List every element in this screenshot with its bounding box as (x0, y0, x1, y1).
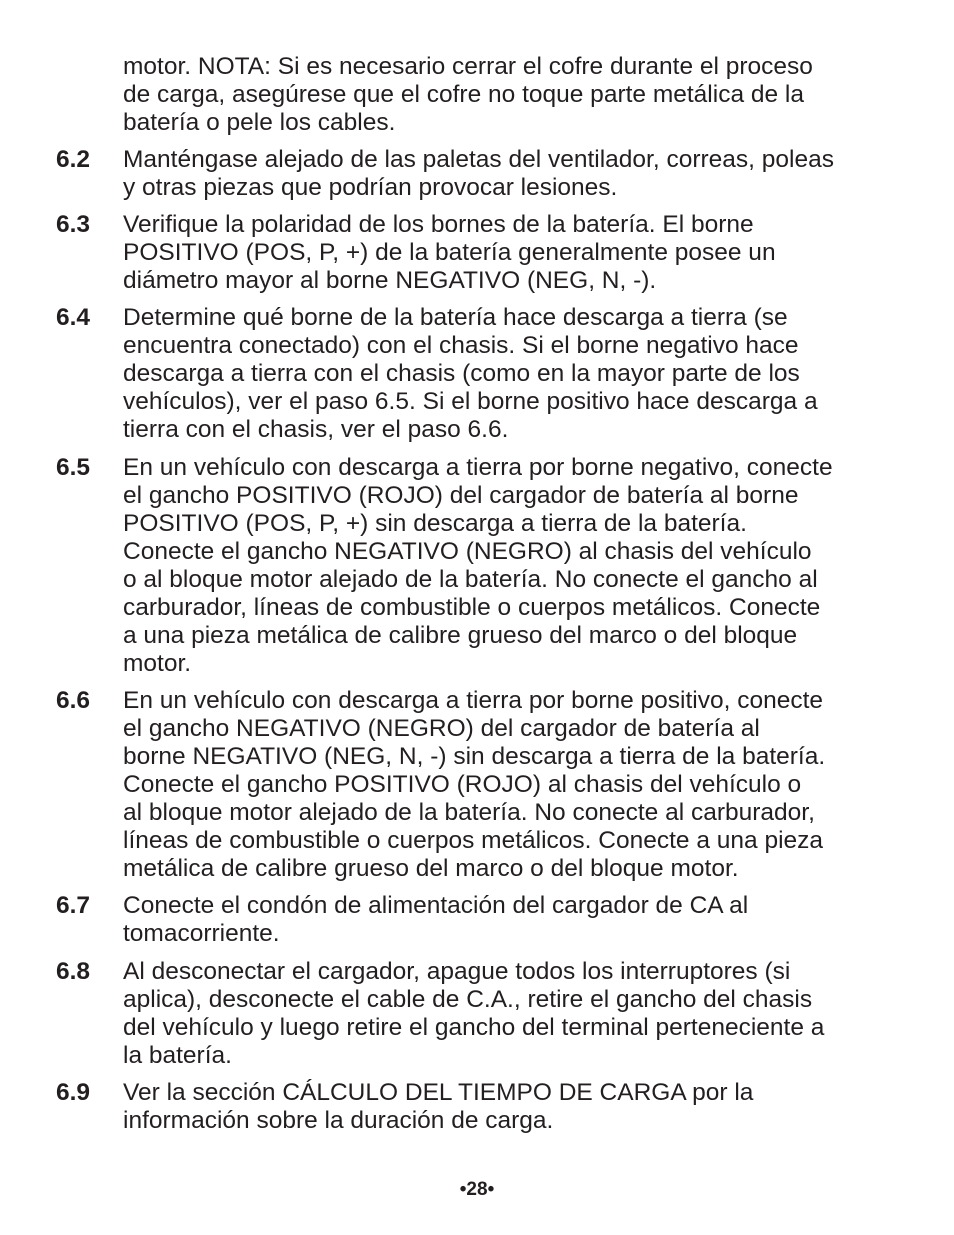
text-line: Ver la sección CÁLCULO DEL TIEMPO DE CARGA por la (123, 1079, 754, 1106)
step-number: 6.9 (56, 1079, 91, 1106)
text-line: metálica de calibre grueso del marco o del bloque motor. (123, 855, 739, 882)
text-line: descarga a tierra con el chasis (como en la mayor parte de los (123, 360, 800, 387)
step-number: 6.8 (56, 958, 91, 985)
text-line: Conecte el gancho POSITIVO (ROJO) al chasis del vehículo o (123, 771, 802, 798)
text-line: al bloque motor alejado de la batería. No conecte al carburador, (123, 799, 815, 826)
step-number: 6.3 (56, 211, 91, 238)
step-number: 6.4 (56, 304, 91, 331)
text-line: En un vehículo con descarga a tierra por borne negativo, conecte (123, 454, 833, 481)
text-line: Conecte el gancho NEGATIVO (NEGRO) al chasis del vehículo (123, 538, 812, 565)
text-line: POSITIVO (POS, P, +) de la batería generalmente posee un (123, 239, 776, 266)
text-line: encuentra conectado) con el chasis. Si el borne negativo hace (123, 332, 799, 359)
text-line: tierra con el chasis, ver el paso 6.6. (123, 416, 509, 443)
text-line: el gancho NEGATIVO (NEGRO) del cargador de batería al (123, 715, 760, 742)
text-line: el gancho POSITIVO (ROJO) del cargador de batería al borne (123, 482, 799, 509)
text-line: POSITIVO (POS, P, +) sin descarga a tierra de la batería. (123, 510, 747, 537)
text-line: vehículos), ver el paso 6.5. Si el borne positivo hace descarga a (123, 388, 818, 415)
step-number: 6.2 (56, 146, 91, 173)
step-number: 6.7 (56, 892, 91, 919)
text-line: líneas de combustible o cuerpos metálicos. Conecte a una pieza (123, 827, 824, 854)
text-line: tomacorriente. (123, 920, 280, 947)
text-line: batería o pele los cables. (123, 109, 396, 136)
text-line: a una pieza metálica de calibre grueso del marco o del bloque (123, 622, 798, 649)
page-number: •28• (459, 1179, 495, 1200)
text-line: la batería. (123, 1042, 232, 1069)
text-line: borne NEGATIVO (NEG, N, -) sin descarga a tierra de la batería. (123, 743, 826, 770)
step-number: 6.6 (56, 687, 91, 714)
text-line: motor. NOTA: Si es necesario cerrar el cofre durante el proceso (123, 53, 813, 80)
text-line: y otras piezas que podrían provocar lesiones. (123, 174, 618, 201)
text-line: motor. (123, 650, 192, 677)
text-line: Manténgase alejado de las paletas del ventilador, correas, poleas (123, 146, 834, 173)
text-line: información sobre la duración de carga. (123, 1107, 554, 1134)
text-line: o al bloque motor alejado de la batería. No conecte el gancho al (123, 566, 818, 593)
text-line: En un vehículo con descarga a tierra por borne positivo, conecte (123, 687, 824, 714)
text-line: diámetro mayor al borne NEGATIVO (NEG, N, -). (123, 267, 657, 294)
text-line: de carga, asegúrese que el cofre no toque parte metálica de la (123, 81, 804, 108)
text-line: Conecte el condón de alimentación del cargador de CA al (123, 892, 749, 919)
text-line: Determine qué borne de la batería hace descarga a tierra (se (123, 304, 788, 331)
text-line: carburador, líneas de combustible o cuerpos metálicos. Conecte (123, 594, 821, 621)
text-line: Al desconectar el cargador, apague todos los interruptores (si (123, 958, 791, 985)
text-line: Verifique la polaridad de los bornes de la batería. El borne (123, 211, 754, 238)
step-number: 6.5 (56, 454, 91, 481)
text-line: del vehículo y luego retire el gancho del terminal perteneciente a (123, 1014, 825, 1041)
text-line: aplica), desconecte el cable de C.A., retire el gancho del chasis (123, 986, 813, 1013)
